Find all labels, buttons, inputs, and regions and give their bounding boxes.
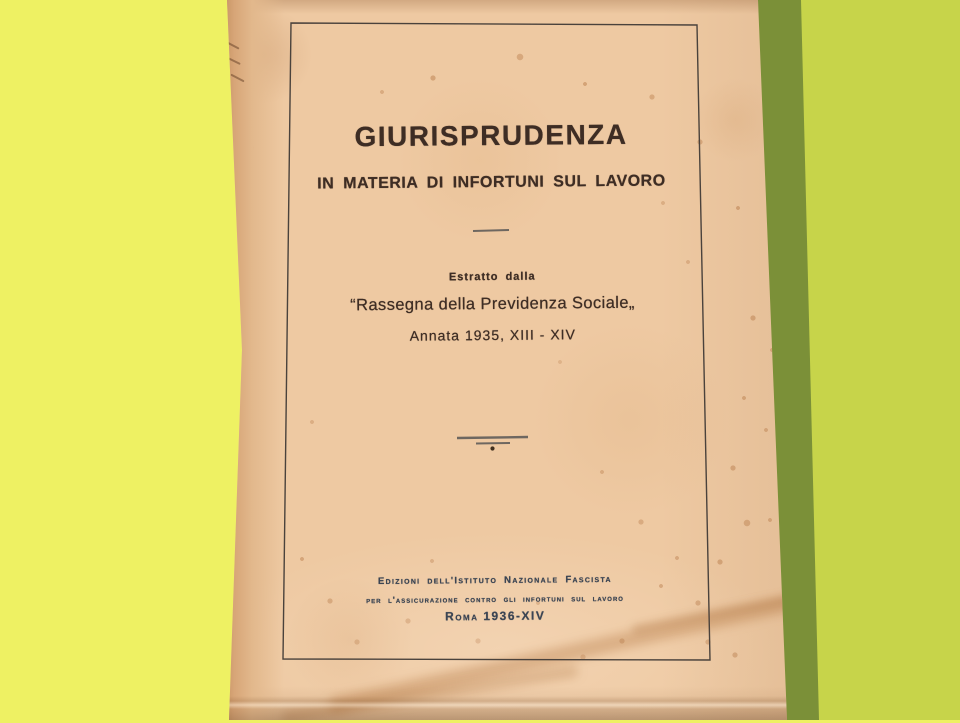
extract-label: Estratto dalla [448, 270, 536, 284]
cover-text [280, 0, 706, 722]
edition-line: Annata 1935, XIII - XIV [409, 326, 576, 344]
publisher-city-year: Roma 1936-XIV [445, 608, 546, 624]
publisher-line-2: per l'assicurazione contro gli infortuni sul lavoro [366, 592, 624, 606]
book-title: GIURISPRUDENZA [354, 118, 628, 153]
book-subtitle: IN MATERIA DI INFORTUNI SUL LAVORO [317, 172, 666, 193]
publisher-line-1: Edizioni dell'Istituto Nazionale Fascista [377, 573, 612, 588]
source-title: “Rassegna della Previdenza Sociale„ [350, 293, 635, 315]
